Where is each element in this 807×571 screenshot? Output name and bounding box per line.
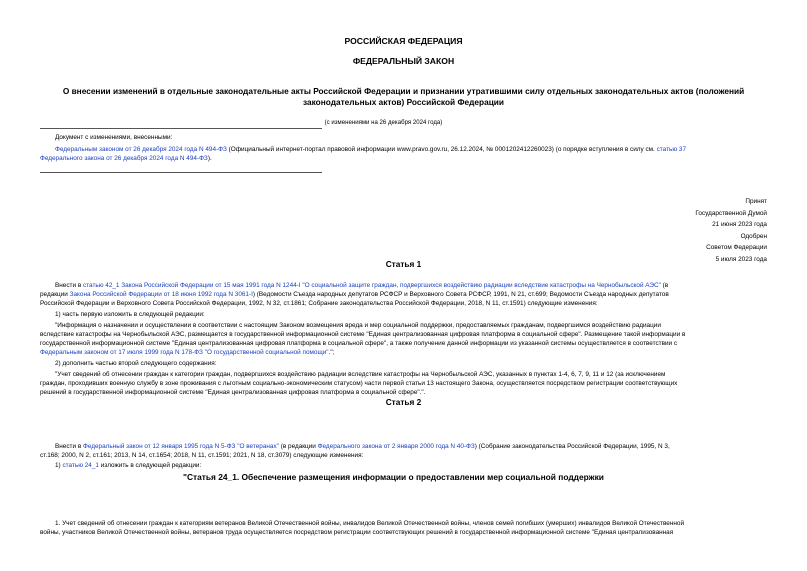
article2-item1-text-b: изложить в следующей редакции: [98, 462, 202, 469]
approved-date: 5 июля 2023 года [715, 255, 767, 263]
article2-last-line2: войны, участников Великой Отечественной войны, ветеранов труда осуществляется посредством регистрации соответствующих решений в государственной информационной системе "Единая централизованная [40, 529, 674, 536]
article-24-1-link[interactable]: статью 24_1 [62, 462, 99, 469]
article1-heading: Статья 1 [385, 259, 422, 269]
divider-bottom [40, 172, 322, 173]
amendment-law-link-2[interactable]: Федерального закона от 26 декабря 2024 года N 494-ФЗ [40, 155, 208, 162]
article1-quote1-line4 [40, 348, 334, 357]
law-1244-link[interactable]: статью 42_1 Закона Российской Федерации от 15 мая 1991 года N 1244-I "О социальной защите граждан, подвергшихся воздействию радиации вследствие катастрофы на Чернобыльской АЭС" [82, 282, 661, 289]
law-title-line2: законодательных актов) Российской Федерации [302, 97, 505, 107]
law-40fz-link[interactable]: Федерального закона от 2 января 2000 года N 40-ФЗ [317, 443, 475, 450]
article1-p1-text-b: (в [660, 282, 669, 289]
law-3061-link[interactable]: Закона Российской Федерации от 18 июня 1992 года N 3061-I [69, 291, 253, 298]
revision-note: (с изменениями на 26 декабря 2024 года) [324, 119, 443, 126]
amendment-text2: ). [207, 155, 212, 162]
article2-p1-text-c: ) (Собрание законодательства Российской Федерации, 1995, N 3, [474, 443, 670, 450]
article2-item1 [55, 461, 201, 470]
adopted-by: Государственной Думой [695, 209, 767, 217]
country-heading: РОССИЙСКАЯ ФЕДЕРАЦИЯ [344, 36, 463, 46]
amendment-law-link[interactable]: Федеральным законом от 26 декабря 2024 года N 494-ФЗ [55, 146, 227, 153]
article1-item1: 1) часть первую изложить в следующей редакции: [55, 311, 205, 318]
article1-quote2-line1: "Учет сведений об отнесении граждан к категории граждан, подвергшихся воздействию радиации вследствие катастрофы на Чернобыльской АЭС, указанных в пунктах 1-4, 6, 7, 9, 11 и 12 (за исключением [55, 371, 666, 378]
article1-p1-line1 [55, 281, 668, 290]
approved-by: Советом Федерации [706, 244, 767, 251]
law-title-line1: О внесении изменений в отдельные законодательные акты Российской Федерации и признании утратившими силу отдельных законодательных актов (положений [62, 86, 745, 96]
article2-heading: Статья 2 [385, 397, 422, 407]
article2-p1-text-b: (в редакции [278, 443, 318, 450]
law-type-heading: ФЕДЕРАЛЬНЫЙ ЗАКОН [352, 56, 455, 66]
article37-link[interactable]: статью 37 [656, 146, 687, 153]
article1-p1-line2 [40, 290, 669, 299]
article1-p1-text-a: Внести в [55, 282, 83, 289]
amendments-label: Документ с изменениями, внесенными: [55, 134, 173, 141]
amendment-text1: (Официальный интернет-портал правовой информации www.pravo.gov.ru, 26.12.2024, № 0001202412260023) (о порядке вступления в силу см. [226, 146, 657, 153]
article1-quote1-line2: вследствие катастрофы на Чернобыльской АЭС, размещается в государственной информационной системе "Единая централизованная цифровая платформа в социальной сфере". Размещение такой информации в [40, 331, 686, 338]
law-178-link[interactable]: Федеральным законом от 17 июля 1999 года N 178-ФЗ "О государственной социальной помощи" [40, 349, 329, 356]
divider-top [40, 128, 322, 129]
amendments-line2 [40, 154, 212, 163]
article1-quote2-line2: граждан, проходивших военную службу в зоне проживания с льготным социально-экономическим статусом) части первой статьи 13 настоящего Закона, осуществляется посредством регистрации соответствующих [40, 380, 678, 387]
article1-p1-text-c: редакции [40, 291, 70, 298]
article1-quote1-line3: государственной информационной системе "Единая централизованная цифровая платформа в социальной сфере", а также получение данной информации из указанной системы осуществляется в соответствии с [40, 340, 678, 347]
article2-p1-line2: ст.168; 2000, N 2, ст.161; 2013, N 14, ст.1654; 2018, N 11, ст.1591; 2021, N 18, ст.3079) следующие изменения: [40, 452, 364, 459]
amendments-line1 [55, 145, 686, 154]
article1-p1-text-d: ) (Ведомости Съезда народных депутатов РСФСР и Верховного Совета РСФСР, 1991, N 21, ст.699; Ведомости Съезда народных депутатов [252, 291, 669, 298]
article2-p1-text-a: Внести в [55, 443, 83, 450]
article1-p1-line3: Российской Федерации и Верховного Совета Российской Федерации, 1992, N 32, ст.1861; Собрание законодательства Российской Федерации, 2018, N 11, ст.1591) следующие изменения: [40, 300, 598, 307]
article2-item1-text-a: 1) [55, 462, 63, 469]
adopted-date: 21 июня 2023 года [712, 221, 767, 228]
article2-last-line1: 1. Учет сведений об отнесении граждан к категориям ветеранов Великой Отечественной войны, инвалидов Великой Отечественной войны, членов семей погибших (умерших) инвалидов Великой Отечественной [55, 520, 685, 527]
adopted-label: Принят [745, 198, 767, 205]
article2-p1-line1 [55, 442, 670, 451]
adoption-block [695, 196, 767, 265]
approved-label: Одобрен [740, 232, 767, 240]
article1-quote2-line3: решений в государственной информационной системе "Единая централизованная цифровая платформа в социальной сфере".". [40, 389, 426, 396]
law-title [0, 86, 807, 108]
article1-quote1-end: ."; [328, 349, 335, 356]
law-5fz-link[interactable]: Федеральный закон от 12 января 1995 года N 5-ФЗ "О ветеранах" [82, 443, 279, 450]
article1-quote1-line1: "Информация о назначении и осуществлении в соответствии с настоящим Законом возмещения вреда и мер социальной поддержки, предоставляемых гражданам, подвергшимся воздействию радиации [55, 322, 661, 329]
article1-item2: 2) дополнить частью второй следующего содержания: [55, 360, 217, 367]
article-24-1-heading: "Статья 24_1. Обеспечение размещения информации о предоставлении мер социальной поддержки [183, 472, 604, 482]
